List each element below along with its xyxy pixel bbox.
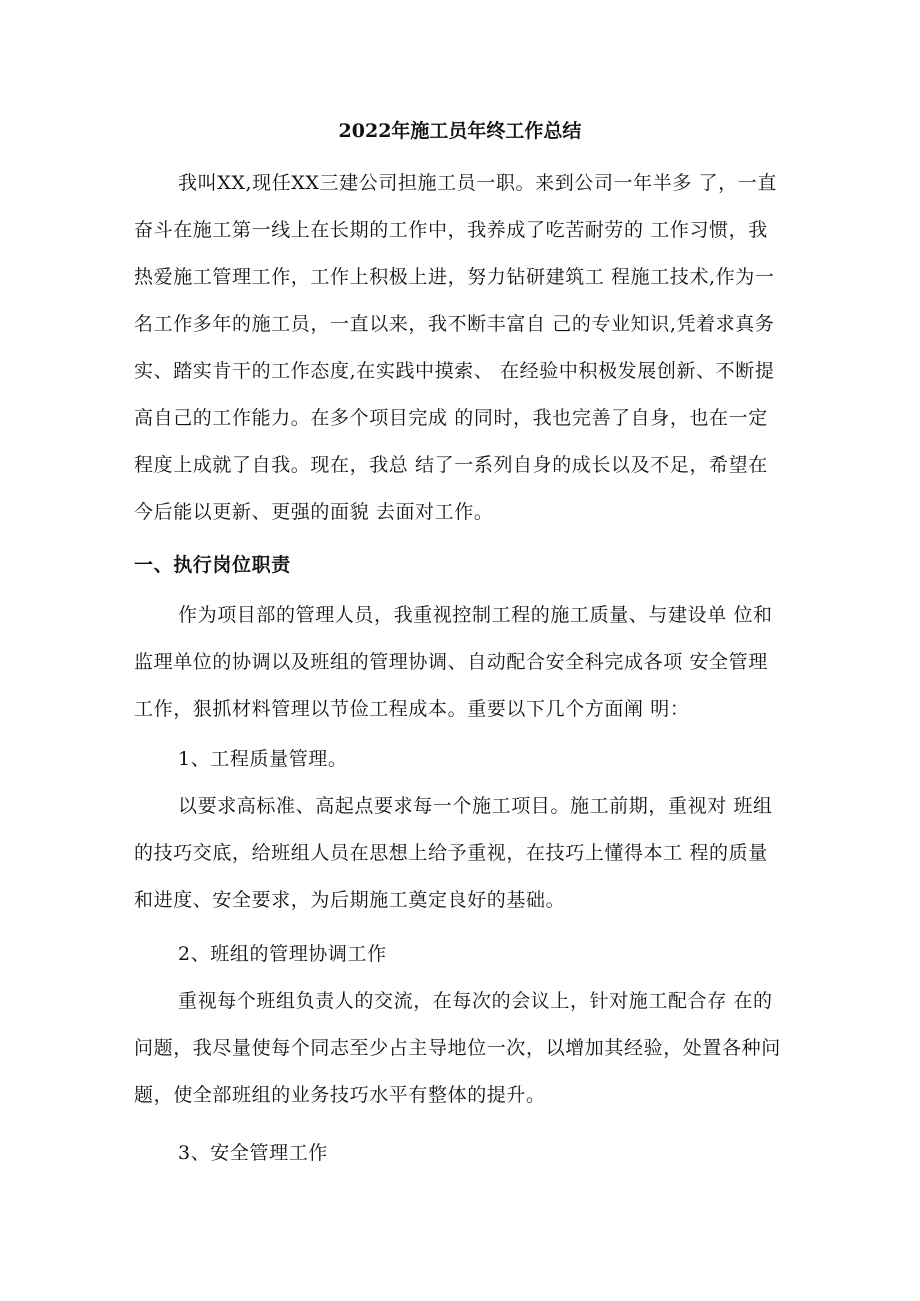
item-line: 和进度、安全要求，为后期施工奠定良好的基础。 <box>134 889 566 911</box>
item-title: 3、安全管理工作 <box>178 1142 328 1164</box>
item-title: 2、班组的管理协调工作 <box>178 943 387 965</box>
item-line: 重视每个班组负责人的交流，在每次的会议上，针对施工配合存 在的 <box>178 990 773 1012</box>
section-heading: 一、执行岗位职责 <box>134 554 291 576</box>
section-line: 作为项目部的管理人员，我重视控制工程的施工质量、与建设单 位和 <box>178 604 773 626</box>
intro-line: 热爱施工管理工作，工作上积极上进，努力钻研建筑工 程施工技术,作为一 <box>134 266 775 288</box>
document-title: 2022年施工员年终工作总结 <box>338 120 582 142</box>
intro-line: 名工作多年的施工员，一直以来，我不断丰富自 己的专业知识,凭着求真务 <box>134 313 775 335</box>
section-line: 工作，狠抓材料管理以节俭工程成本。重要以下几个方面阐 明： <box>134 698 690 720</box>
intro-line: 我叫XX,现任XX三建公司担施工员一职。来到公司一年半多 了，一直 <box>178 172 777 194</box>
section-line: 监理单位的协调以及班组的管理协调、自动配合安全科完成各项 安全管理 <box>134 651 768 673</box>
item-line: 以要求高标准、高起点要求每一个施工项目。施工前期，重视对 班组 <box>178 795 773 817</box>
intro-line: 实、踏实肯干的工作态度,在实践中摸索、 在经验中积极发展创新、不断提 <box>134 360 775 382</box>
item-line: 问题，我尽量使每个同志至少占主导地位一次，以增加其经验，处置各种问 <box>134 1037 781 1059</box>
intro-line: 程度上成就了自我。现在，我总 结了一系列自身的成长以及不足，希望在 <box>134 454 768 476</box>
intro-line: 今后能以更新、更强的面貌 去面对工作。 <box>134 501 494 523</box>
item-line: 题，使全部班组的业务技巧水平有整体的提升。 <box>134 1084 546 1106</box>
intro-line: 高自己的工作能力。在多个项目完成 的同时，我也完善了自身，也在一定 <box>134 407 768 429</box>
item-title: 1、工程质量管理。 <box>178 748 348 770</box>
item-line: 的技巧交底，给班组人员在思想上给予重视，在技巧上懂得本工 程的质量 <box>134 842 768 864</box>
intro-line: 奋斗在施工第一线上在长期的工作中，我养成了吃苦耐劳的 工作习惯，我 <box>134 219 768 241</box>
